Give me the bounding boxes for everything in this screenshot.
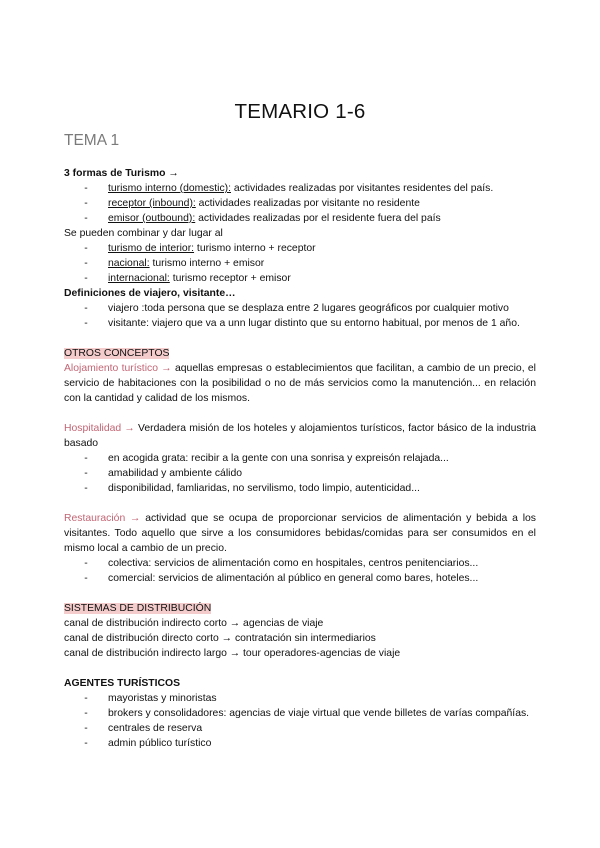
list-item: - centrales de reserva	[64, 721, 536, 736]
agentes-heading: AGENTES TURÍSTICOS	[64, 678, 181, 689]
term: nacional:	[108, 258, 150, 269]
list-item: - colectiva: servicios de alimentación como en hospitales, centros penitenciarios...	[64, 556, 536, 571]
term: turismo interno (domestic):	[108, 183, 231, 194]
term: turismo de interior:	[108, 243, 195, 254]
list-item: - en acogida grata: recibir a la gente con una sonrisa y expreisón relajada...	[64, 451, 536, 466]
list-item: - amabilidad y ambiente cálido	[64, 466, 536, 481]
term: internacional:	[108, 273, 170, 284]
list-item-text: visitante: viajero que va a unn lugar distinto que su entorno habitual, por menos de 1 año.	[108, 318, 520, 329]
term: receptor (inbound):	[108, 198, 196, 209]
definition: turismo interno + receptor	[194, 243, 316, 254]
list-item: - emisor (outbound): actividades realizadas por el residente fuera del país	[84, 213, 441, 224]
otros-heading: OTROS CONCEPTOS	[64, 348, 170, 359]
list-item-text: viajero :toda persona que se desplaza entre 2 lugares geográficos por cualquier motivo	[108, 303, 509, 314]
definition: actividades realizadas por el residente fuera del país	[195, 213, 441, 224]
definition: Verdadera misión de los hoteles y alojamientos turísticos, factor básico de la industria basado	[64, 423, 536, 449]
list-item-text: amabilidad y ambiente cálido	[108, 468, 243, 479]
sistemas-line: canal de distribución indirecto largo → tour operadores-agencias de viaje	[64, 648, 401, 659]
term: Alojamiento turístico →	[64, 363, 172, 374]
list-item: - mayoristas y minoristas	[64, 691, 536, 706]
list-item-text: brokers y consolidadores: agencias de viaje virtual que vende billetes de varías compañías.	[108, 708, 530, 719]
definition: actividades realizadas por visitantes residentes del país.	[231, 183, 494, 194]
definition: actividad que se ocupa de proporcionar servicios de alimentación y bebida a los visitantes. Todo aquello que sirve a los consumidores bebidas/comidas para ser consumidos en el mismo local a cambio de un precio.	[64, 513, 536, 554]
document-body	[64, 166, 536, 751]
definition: actividades realizadas por visitante no residente	[195, 198, 420, 209]
definiciones-heading: Definiciones de viajero, visitante…	[64, 288, 236, 299]
list-item-text: disponibilidad, famliaridas, no servilismo, todo limpio, autenticidad...	[108, 483, 420, 494]
list-item: - turismo de interior: turismo interno + receptor	[84, 243, 316, 254]
sistemas-line: canal de distribución directo corto → contratación sin intermediarios	[64, 633, 376, 644]
list-item: - turismo interno (domestic): actividades realizadas por visitantes residentes del país.	[84, 183, 494, 194]
definition: aquellas empresas o establecimientos que facilitan, a cambio de un precio, el servicio de habitaciones con la posibilidad o no de más servicios como la manutención... en relación con la cantidad y calidad de los mismos.	[64, 363, 536, 404]
formas-heading: 3 formas de Turismo →	[64, 168, 179, 179]
list-item: - nacional: turismo interno + emisor	[84, 258, 265, 269]
sistemas-line: canal de distribución indirecto corto → agencias de viaje	[64, 618, 324, 629]
term: Hospitalidad →	[64, 423, 135, 434]
list-item-text: centrales de reserva	[108, 723, 203, 734]
list-item-text: comercial: servicios de alimentación al público en general como bares, hoteles...	[108, 573, 479, 584]
list-item: - comercial: servicios de alimentación al público en general como bares, hoteles...	[64, 571, 536, 586]
sistemas-heading: SISTEMAS DE DISTRIBUCIÓN	[64, 603, 212, 614]
hospitalidad-paragraph	[64, 421, 536, 451]
term: emisor (outbound):	[108, 213, 196, 224]
list-item-text: mayoristas y minoristas	[108, 693, 217, 704]
definition: turismo interno + emisor	[149, 258, 265, 269]
list-item: - admin público turístico	[64, 736, 536, 751]
list-item: - internacional: turismo receptor + emisor	[84, 273, 291, 284]
list-item-text: admin público turístico	[108, 738, 212, 749]
term: Restauración →	[64, 513, 141, 524]
combinar-text: Se pueden combinar y dar lugar al	[64, 228, 223, 239]
definition: turismo receptor + emisor	[169, 273, 291, 284]
list-item: - visitante: viajero que va a unn lugar distinto que su entorno habitual, por menos de 1 año.	[64, 316, 536, 331]
list-item: - brokers y consolidadores: agencias de viaje virtual que vende billetes de varías compañías.	[64, 706, 536, 721]
list-item: - disponibilidad, famliaridas, no servilismo, todo limpio, autenticidad...	[64, 481, 536, 496]
list-item-text: colectiva: servicios de alimentación como en hospitales, centros penitenciarios...	[108, 558, 479, 569]
list-item: - viajero :toda persona que se desplaza entre 2 lugares geográficos por cualquier motivo	[64, 301, 536, 316]
restauracion-paragraph	[64, 511, 536, 556]
alojamiento-paragraph	[64, 361, 536, 406]
list-item-text: en acogida grata: recibir a la gente con una sonrisa y expreisón relajada...	[108, 453, 449, 464]
list-item: - receptor (inbound): actividades realizadas por visitante no residente	[84, 198, 420, 209]
document-title: TEMARIO 1-6	[234, 100, 366, 123]
section-title: TEMA 1	[64, 132, 120, 149]
